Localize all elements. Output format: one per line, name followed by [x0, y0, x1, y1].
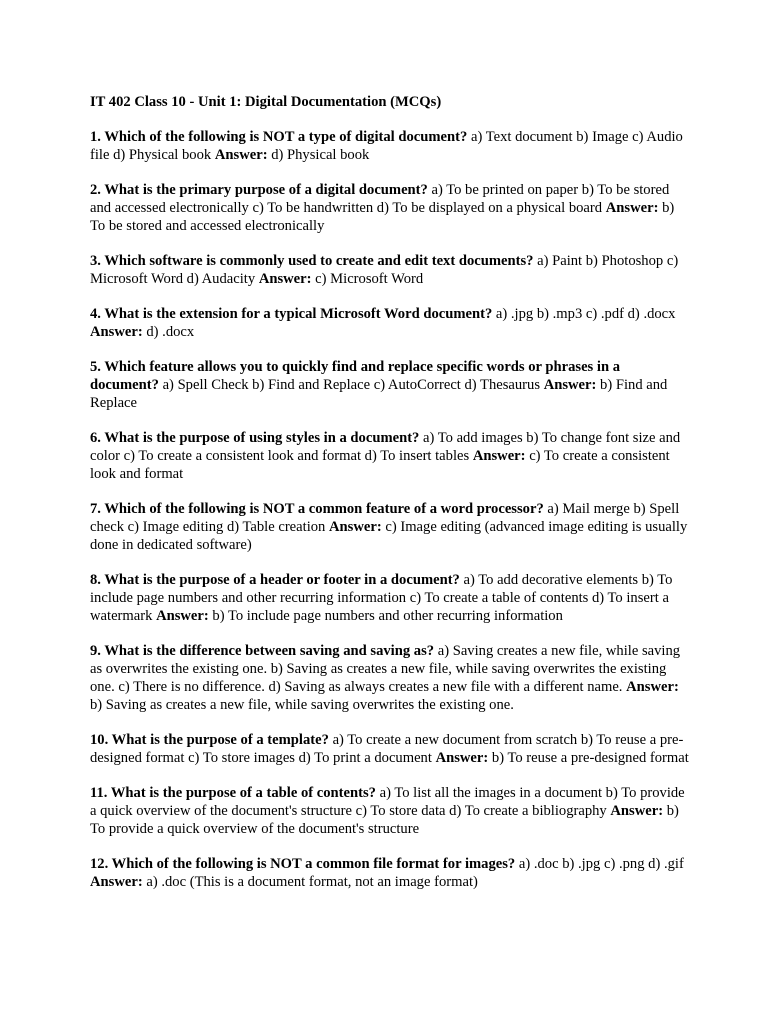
question-text: 11. What is the purpose of a table of contents?	[90, 785, 376, 801]
question-options: a) Spell Check b) Find and Replace c) AutoCorrect d) Thesaurus	[162, 377, 541, 393]
answer-text: b) To provide a quick overview of the document's structure	[90, 803, 679, 837]
answer-text: d) Physical book	[271, 147, 370, 163]
question-options: a) .jpg b) .mp3 c) .pdf d) .docx	[495, 306, 676, 322]
question-text: 12. Which of the following is NOT a common file format for images?	[90, 856, 516, 872]
question-options: a) Paint b) Photoshop c) Microsoft Word d) Audacity	[90, 253, 679, 287]
question-text: 6. What is the purpose of using styles in a document?	[90, 430, 420, 446]
question-text: 5. Which feature allows you to quickly find and replace specific words or phrases in a document?	[90, 359, 621, 393]
answer-text: b) Find and Replace	[90, 377, 668, 411]
answer-label: Answer:	[90, 874, 143, 890]
answer-label: Answer:	[90, 324, 143, 340]
question-options: a) To add decorative elements b) To include page numbers and other recurring information c) To create a table of contents d) To insert a watermark	[90, 572, 673, 624]
question-text: 10. What is the purpose of a template?	[90, 732, 329, 748]
question-item	[90, 500, 690, 554]
question-text: 3. Which software is commonly used to create and edit text documents?	[90, 253, 534, 269]
answer-text: b) Saving as creates a new file, while saving overwrites the existing one.	[90, 697, 514, 713]
question-options: a) To create a new document from scratch b) To reuse a pre-designed format c) To store images d) To print a document	[90, 732, 684, 766]
question-options: a) Text document b) Image c) Audio file d) Physical book	[90, 129, 683, 163]
answer-text: c) Image editing (advanced image editing is usually done in dedicated software)	[90, 519, 688, 553]
question-text: 9. What is the difference between saving and saving as?	[90, 643, 435, 659]
question-text: 2. What is the primary purpose of a digital document?	[90, 182, 428, 198]
question-text: 4. What is the extension for a typical Microsoft Word document?	[90, 306, 493, 322]
question-item	[90, 642, 690, 714]
question-item	[90, 305, 690, 341]
answer-label: Answer:	[605, 200, 659, 216]
answer-label: Answer:	[626, 679, 679, 695]
question-item	[90, 784, 690, 838]
document-page	[90, 93, 690, 908]
question-options: a) Mail merge b) Spell check c) Image editing d) Table creation	[90, 501, 680, 535]
answer-text: b) To be stored and accessed electronically	[90, 200, 675, 234]
question-item	[90, 128, 690, 164]
answer-label: Answer:	[329, 519, 382, 535]
question-text: 7. Which of the following is NOT a common feature of a word processor?	[90, 501, 544, 517]
question-item	[90, 429, 690, 483]
question-item	[90, 252, 690, 288]
answer-label: Answer:	[214, 147, 268, 163]
answer-label: Answer:	[435, 750, 489, 766]
question-item	[90, 855, 690, 891]
question-options: a) To add images b) To change font size and color c) To create a consistent look and format d) To insert tables	[90, 430, 681, 464]
question-item	[90, 181, 690, 235]
question-text: 8. What is the purpose of a header or footer in a document?	[90, 572, 460, 588]
answer-text: a) .doc (This is a document format, not an image format)	[146, 874, 478, 890]
answer-text: c) To create a consistent look and format	[90, 448, 670, 482]
document-title: IT 402 Class 10 - Unit 1: Digital Documentation (MCQs)	[90, 94, 442, 110]
answer-text: b) To reuse a pre-designed format	[491, 750, 689, 766]
answer-text: d) .docx	[146, 324, 195, 340]
question-item	[90, 358, 690, 412]
question-item	[90, 571, 690, 625]
question-options: a) To list all the images in a document b) To provide a quick overview of the document's structure c) To store data d) To create a bibliography	[90, 785, 685, 819]
question-text: 1. Which of the following is NOT a type of digital document?	[90, 129, 468, 145]
answer-label: Answer:	[156, 608, 209, 624]
question-options: a) To be printed on paper b) To be stored and accessed electronically c) To be handwritten d) To be displayed on a physical board	[90, 182, 670, 216]
answer-text: c) Microsoft Word	[315, 271, 424, 287]
question-list	[90, 128, 690, 891]
answer-label: Answer:	[543, 377, 597, 393]
answer-label: Answer:	[610, 803, 664, 819]
question-options: a) .doc b) .jpg c) .png d) .gif	[518, 856, 684, 872]
question-options: a) Saving creates a new file, while saving as overwrites the existing one. b) Saving as creates a new file, while saving overwrites the existing one. c) There is no difference. d) Saving as always creates a new file with a different name.	[90, 643, 681, 695]
answer-label: Answer:	[258, 271, 312, 287]
question-item	[90, 731, 690, 767]
answer-text: b) To include page numbers and other recurring information	[212, 608, 563, 624]
answer-label: Answer:	[472, 448, 526, 464]
